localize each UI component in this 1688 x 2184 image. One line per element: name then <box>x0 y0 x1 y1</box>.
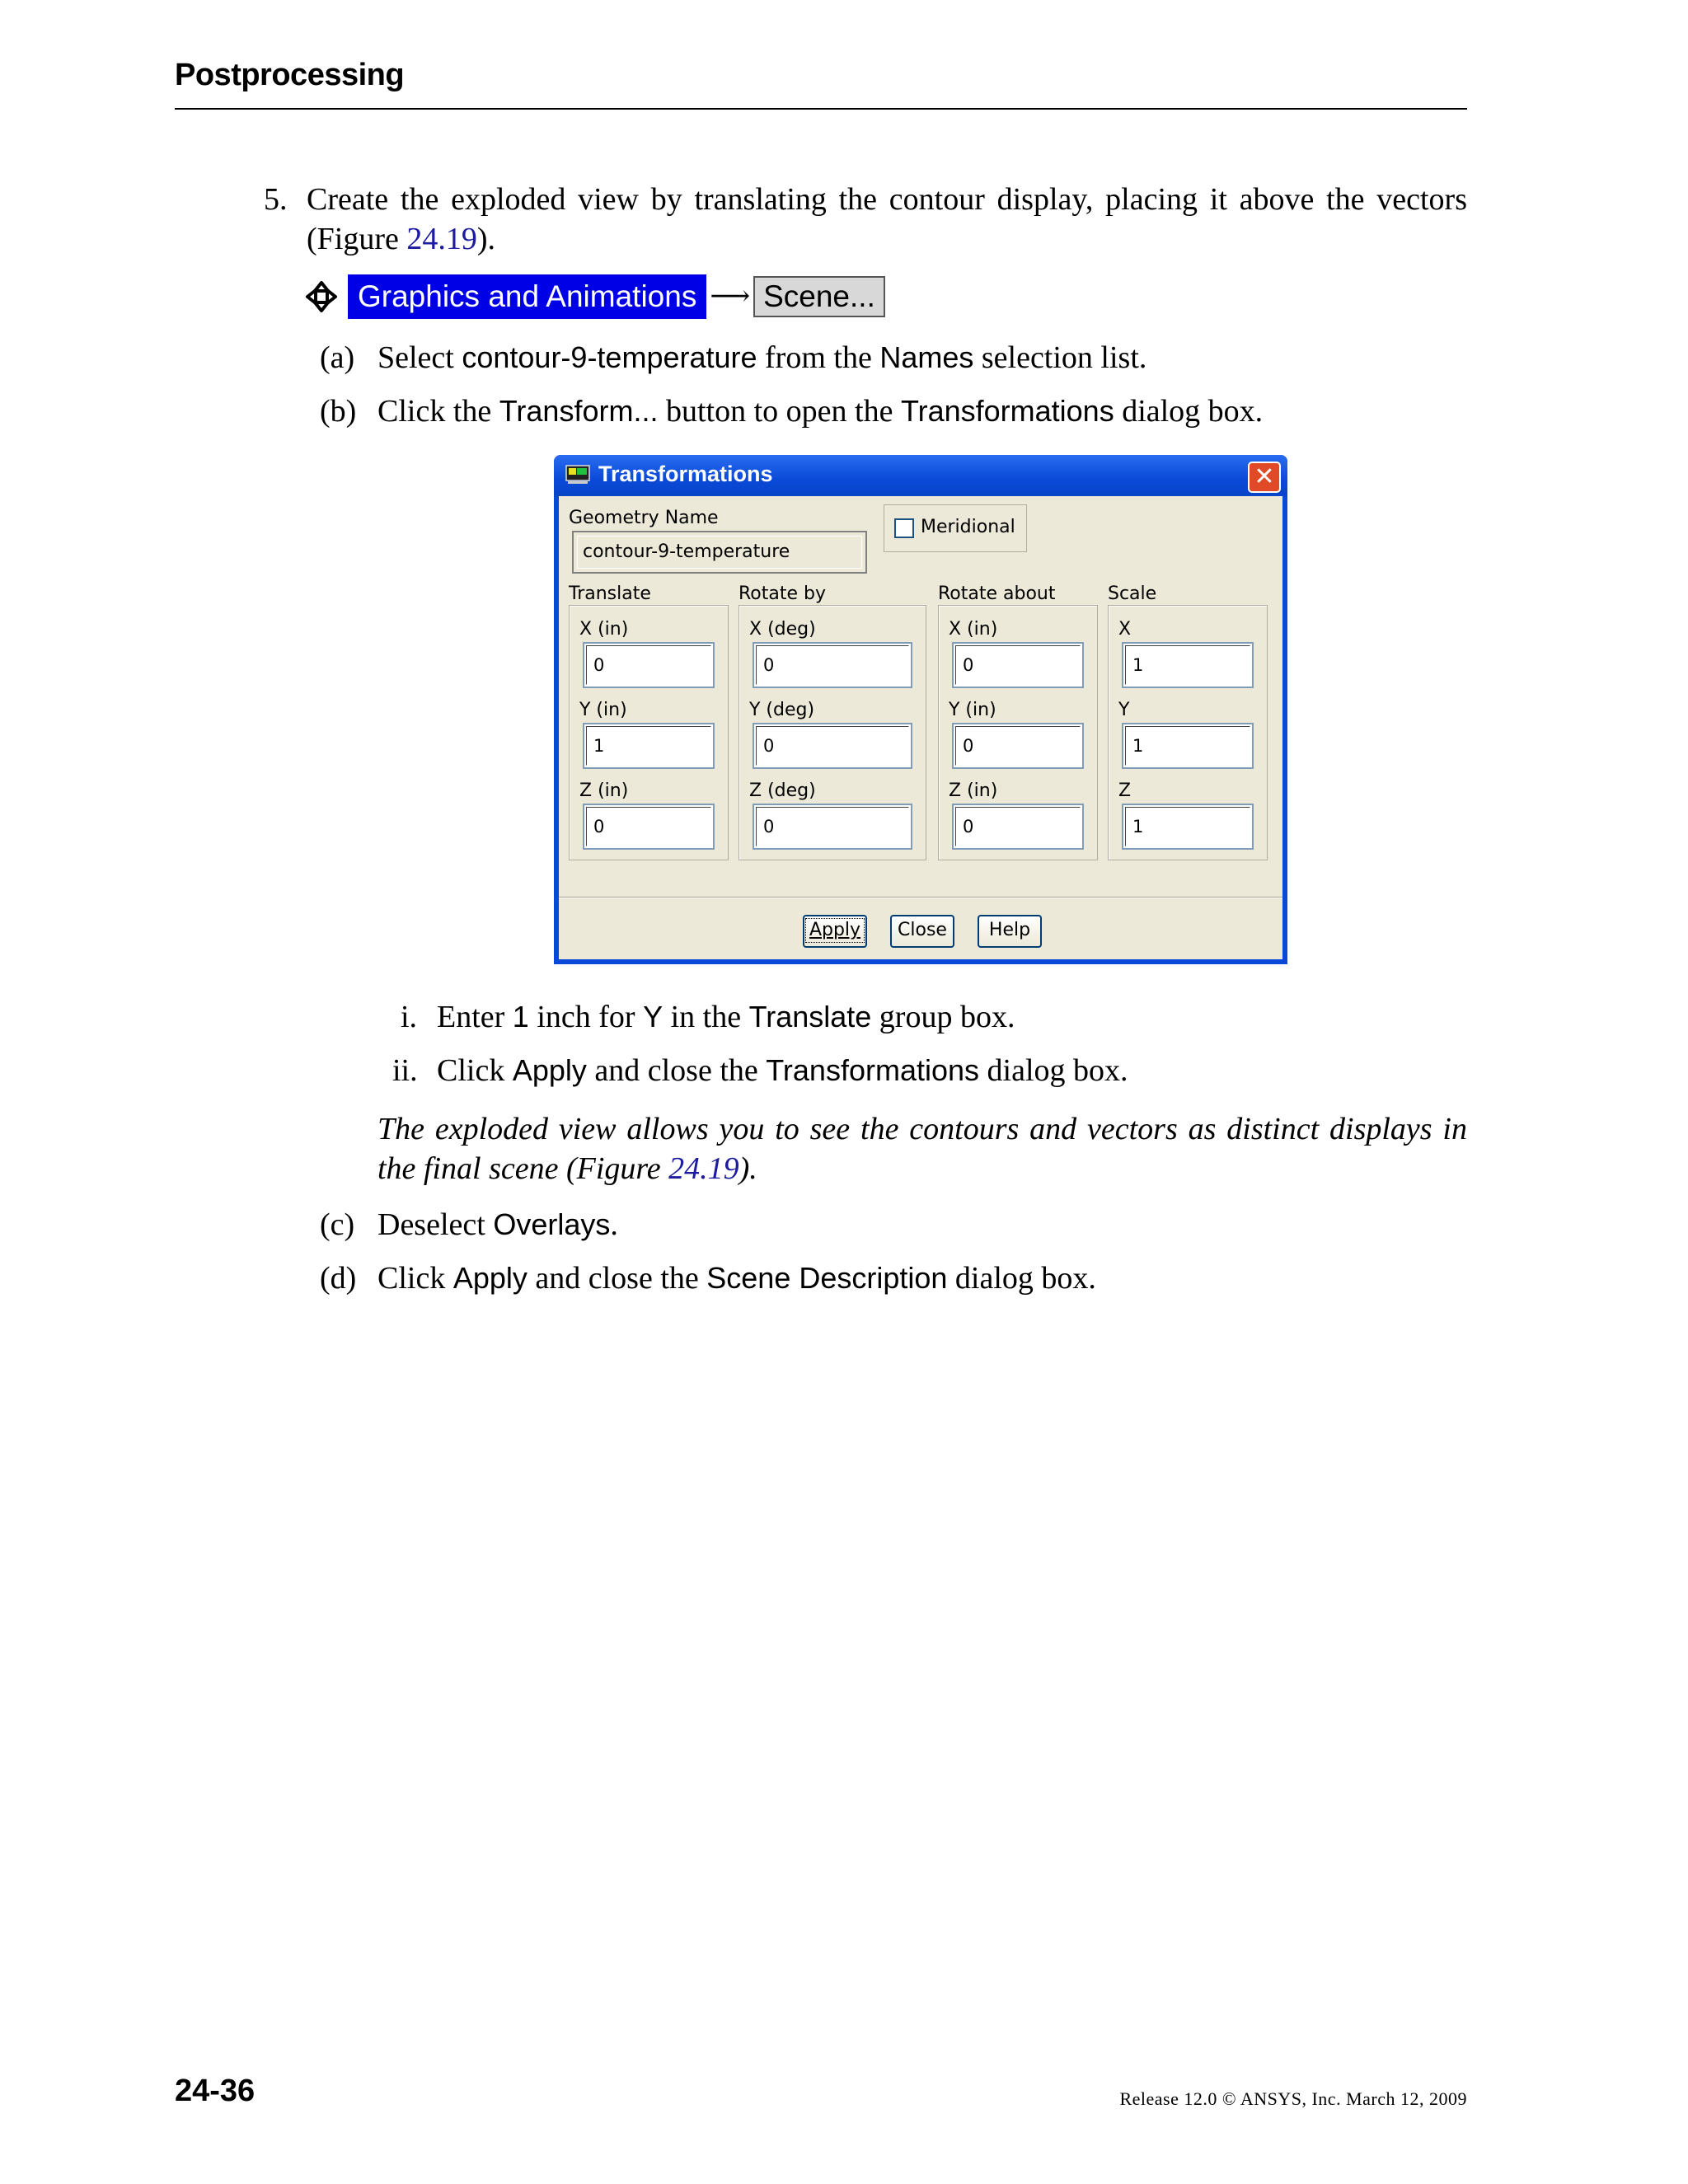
translate-x-value: 0 <box>586 645 711 685</box>
page-number: 24-36 <box>175 2074 256 2108</box>
substep-i-value: 1 <box>512 1000 529 1033</box>
substep-c-item: Overlays <box>493 1207 611 1241</box>
rotate-about-z-value: 0 <box>955 807 1081 846</box>
rotate-by-group-title: Rotate by <box>738 583 827 604</box>
scale-y-label: Y <box>1118 700 1130 720</box>
substep-b-text <box>377 391 1263 431</box>
scale-y-value: 1 <box>1125 726 1250 766</box>
meridional-checkbox[interactable] <box>894 518 914 538</box>
substep-i-pre: Enter <box>437 1000 513 1034</box>
move-arrows-icon <box>305 280 338 313</box>
menu-arrow: ⟶ <box>710 281 751 312</box>
substep-a-post: selection list. <box>973 340 1147 375</box>
translate-z-value: 0 <box>586 807 711 846</box>
scale-x-label: X <box>1118 619 1132 640</box>
substep-a-item: contour-9-temperature <box>462 340 757 374</box>
scale-z-label: Z <box>1118 780 1132 801</box>
step-5-text-a: Create the exploded view by translating the contour display, placing it above the vectors (Figure <box>307 182 1467 256</box>
dialog-body <box>559 496 1282 959</box>
substep-d-button: Apply <box>452 1261 528 1295</box>
figure-link[interactable]: 24.19 <box>406 222 477 256</box>
substep-ii-pre: Click <box>437 1053 513 1088</box>
rotate-by-x-value: 0 <box>756 645 909 685</box>
geometry-name-value: contour-9-temperature <box>577 536 862 569</box>
menu-path <box>305 274 885 320</box>
step-5-text <box>307 180 1467 259</box>
button-scene[interactable]: Scene... <box>753 276 885 317</box>
close-button[interactable]: Close <box>890 915 954 948</box>
rotate-by-y-value: 0 <box>756 726 909 766</box>
menu-graphics-and-animations[interactable]: Graphics and Animations <box>348 274 706 319</box>
translate-z-label: Z (in) <box>579 780 629 801</box>
rotate-about-x-input[interactable] <box>952 642 1084 688</box>
substep-a-field: Names <box>879 340 974 374</box>
substep-d-mid: and close the <box>527 1261 707 1296</box>
apply-button-label: Apply <box>805 918 865 943</box>
scale-x-value: 1 <box>1125 645 1250 685</box>
dialog-title: Transformations <box>598 462 773 486</box>
page-header-title: Postprocessing <box>175 58 405 92</box>
step-5-text-b: ). <box>476 222 496 256</box>
rotate-about-x-value: 0 <box>955 645 1081 685</box>
rotate-by-group <box>738 605 926 860</box>
rotate-by-z-value: 0 <box>756 807 909 846</box>
rotate-by-x-label: X (deg) <box>749 619 816 640</box>
dialog-separator <box>559 897 1282 898</box>
substep-b-post: dialog box. <box>1114 394 1264 429</box>
substep-ii-label: ii. <box>392 1053 418 1088</box>
substep-d-post: dialog box. <box>947 1261 1096 1296</box>
dialog-title-bar[interactable] <box>554 455 1287 496</box>
substep-i-axis: Y <box>643 1000 663 1033</box>
exploded-view-note <box>377 1109 1467 1188</box>
substep-ii-text <box>437 1051 1128 1090</box>
translate-group <box>569 605 729 860</box>
rotate-about-y-value: 0 <box>955 726 1081 766</box>
substep-i-post: group box. <box>871 1000 1015 1034</box>
rotate-about-group-title: Rotate about <box>938 583 1056 604</box>
substep-ii-mid: and close the <box>586 1053 767 1088</box>
translate-y-value: 1 <box>586 726 711 766</box>
substep-a-pre: Select <box>377 340 462 375</box>
step-5-number: 5. <box>264 182 288 217</box>
substep-b-button: Transform... <box>499 394 659 428</box>
rotate-by-y-label: Y (deg) <box>749 700 815 720</box>
rotate-by-y-input[interactable] <box>753 723 912 769</box>
meridional-label: Meridional <box>921 517 1015 537</box>
substep-c-label: (c) <box>320 1207 355 1242</box>
substep-i-label: i. <box>401 1000 418 1034</box>
substep-d-pre: Click <box>377 1261 453 1296</box>
rotate-about-z-label: Z (in) <box>949 780 998 801</box>
translate-x-input[interactable] <box>583 642 715 688</box>
release-info: Release 12.0 © ANSYS, Inc. March 12, 2009 <box>1119 2088 1467 2109</box>
scale-z-input[interactable] <box>1122 804 1254 850</box>
rotate-about-y-input[interactable] <box>952 723 1084 769</box>
substep-i-text <box>437 997 1015 1037</box>
substep-ii-post: dialog box. <box>979 1053 1128 1088</box>
meridional-group <box>884 504 1027 552</box>
scale-z-value: 1 <box>1125 807 1250 846</box>
translate-x-label: X (in) <box>579 619 629 640</box>
translate-z-input[interactable] <box>583 804 715 850</box>
substep-a-label: (a) <box>320 340 355 375</box>
substep-b-label: (b) <box>320 394 357 429</box>
substep-a-mid: from the <box>757 340 880 375</box>
substep-d-label: (d) <box>320 1261 357 1296</box>
substep-d-dialog: Scene Description <box>706 1261 948 1295</box>
rotate-about-z-input[interactable] <box>952 804 1084 850</box>
header-rule <box>175 108 1467 110</box>
geometry-name-field <box>572 531 867 574</box>
substep-d-text <box>377 1258 1096 1298</box>
scale-y-input[interactable] <box>1122 723 1254 769</box>
rotate-by-x-input[interactable] <box>753 642 912 688</box>
substep-a-text <box>377 338 1146 377</box>
substep-c-text <box>377 1205 618 1244</box>
note-text-a: The exploded view allows you to see the contours and vectors as distinct displays in the final scene (Figure <box>377 1112 1467 1186</box>
substep-c-pre: Deselect <box>377 1207 494 1242</box>
translate-y-input[interactable] <box>583 723 715 769</box>
substep-ii-button: Apply <box>512 1053 587 1087</box>
scale-x-input[interactable] <box>1122 642 1254 688</box>
translate-y-label: Y (in) <box>579 700 627 720</box>
rotate-by-z-label: Z (deg) <box>749 780 816 801</box>
rotate-about-group <box>938 605 1098 860</box>
help-button[interactable]: Help <box>978 915 1042 948</box>
rotate-about-y-label: Y (in) <box>949 700 996 720</box>
substep-b-mid: button to open the <box>658 394 901 429</box>
rotate-by-z-input[interactable] <box>753 804 912 850</box>
note-figure-link[interactable]: 24.19 <box>668 1151 739 1186</box>
translate-group-title: Translate <box>569 583 651 604</box>
close-icon[interactable]: ✕ <box>1248 462 1281 493</box>
apply-button[interactable] <box>803 915 867 948</box>
rotate-about-x-label: X (in) <box>949 619 998 640</box>
geometry-name-label: Geometry Name <box>569 508 719 528</box>
scale-group-title: Scale <box>1108 583 1157 604</box>
substep-i-group: Translate <box>748 1000 872 1033</box>
note-text-b: ). <box>738 1151 757 1186</box>
substep-b-dialog: Transformations <box>900 394 1114 428</box>
substep-b-pre: Click the <box>377 394 499 429</box>
substep-c-post: . <box>610 1207 618 1242</box>
substep-i-mid2: in the <box>663 1000 749 1034</box>
substep-ii-dialog: Transformations <box>766 1053 980 1087</box>
scale-group <box>1108 605 1268 860</box>
app-icon <box>565 465 590 485</box>
substep-i-mid1: inch for <box>528 1000 644 1034</box>
transformations-dialog <box>554 455 1287 964</box>
